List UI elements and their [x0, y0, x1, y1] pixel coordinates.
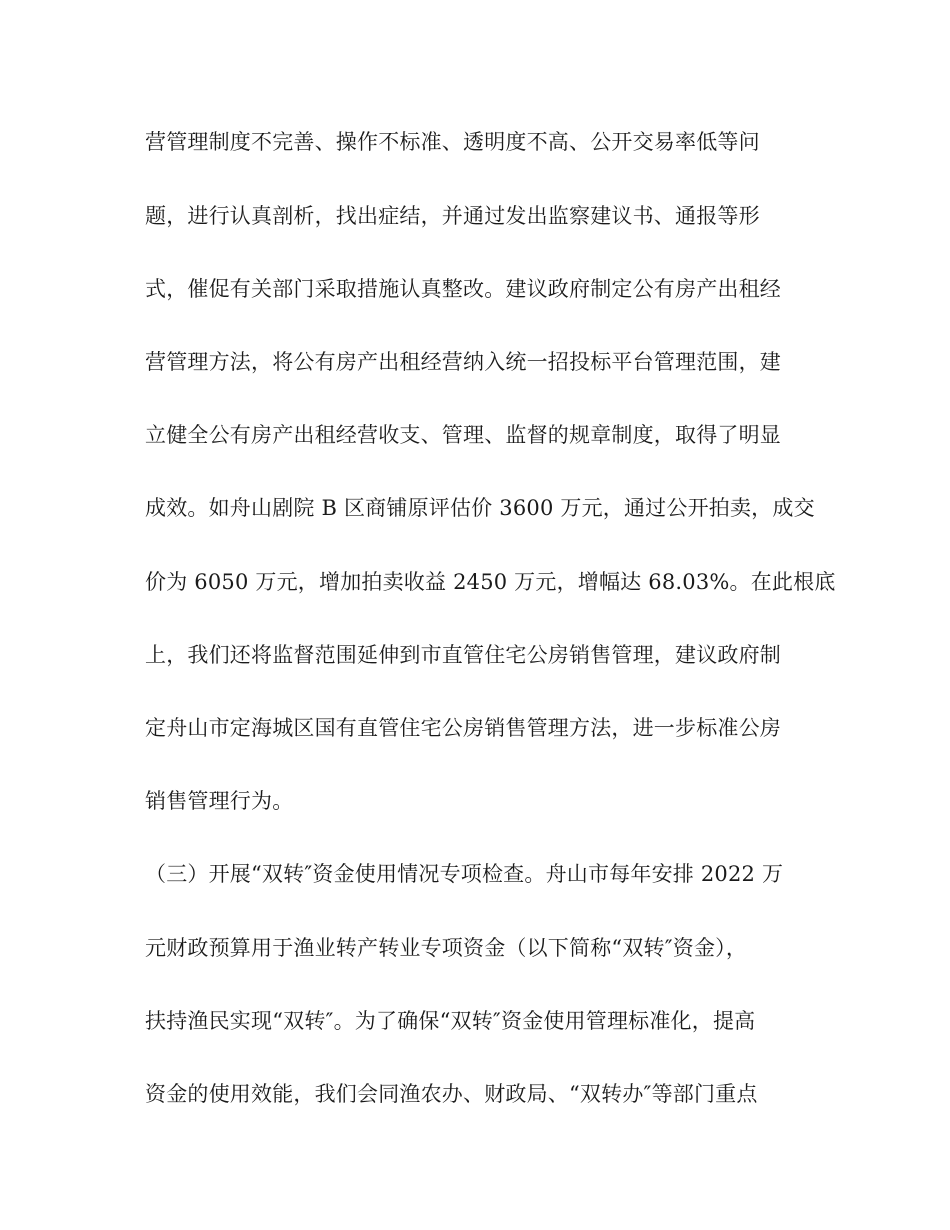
text-line: 立健全公有房产出租经营收支、管理、监督的规章制度，取得了明显 [145, 423, 781, 447]
text-line: 营管理方法，将公有房产出租经营纳入统一招投标平台管理范围，建 [145, 350, 781, 374]
text-line: 成效。如舟山剧院 B 区商铺原评估价 3600 万元，通过公开拍卖，成交 [145, 496, 815, 520]
text-line: 上，我们还将监督范围延伸到市直管住宅公房销售管理，建议政府制 [145, 643, 781, 667]
text-line: 价为 6050 万元，增加拍卖收益 2450 万元，增幅达 68.03%。在此根底 [145, 570, 836, 594]
text-line: 元财政预算用于渔业转产转业专项资金（以下简称“双转″资金）， [145, 936, 748, 960]
text-line: 式，催促有关部门采取措施认真整改。建议政府制定公有房产出租经 [145, 277, 781, 301]
text-line: 题，进行认真剖析，找出症结，并通过发出监察建议书、通报等形 [145, 204, 760, 228]
text-line: 营管理制度不完善、操作不标准、透明度不高、公开交易率低等问 [145, 130, 760, 154]
text-line: 销售管理行为。 [145, 789, 294, 813]
section-heading-line: （三）开展“双转″资金使用情况专项检查。舟山市每年安排 2022 万 [145, 862, 784, 886]
text-line: 定舟山市定海城区国有直管住宅公房销售管理方法，进一步标准公房 [145, 716, 781, 740]
text-line: 资金的使用效能，我们会同渔农办、财政局、“双转办″等部门重点 [145, 1082, 758, 1106]
text-line: 扶持渔民实现“双转″。为了确保“双转″资金使用管理标准化，提高 [145, 1009, 756, 1033]
